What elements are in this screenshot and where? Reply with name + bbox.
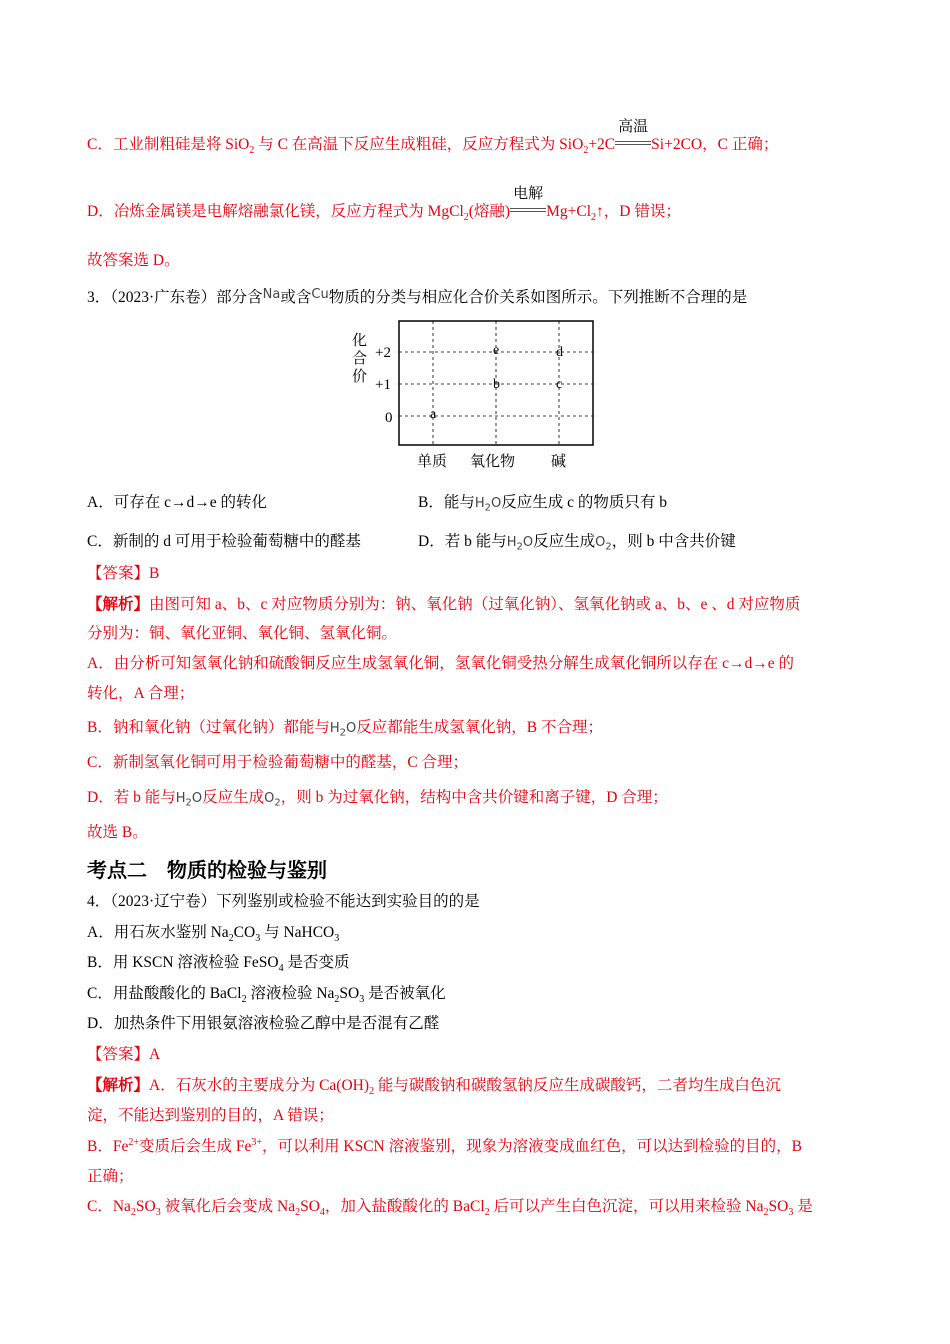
q3-explanation-b: B．钠和氧化钠（过氧化钠）都能与$H_2O$反应都能生成氢氧化钠，B 不合理；: [87, 719, 603, 739]
q4-explanation-a1: 【解析】A．石灰水的主要成分为 $Ca(OH)_2$ 能与碳酸钠和碳酸氢钠反应生成碳酸钙，二者均生成白色沉: [87, 1077, 781, 1098]
y-label-char: 价: [352, 369, 368, 385]
point-d: d: [556, 345, 563, 360]
q4-explanation-b2: 正确；: [87, 1168, 134, 1185]
y-tick-label: +2: [375, 345, 391, 361]
q4-option-c: C．用盐酸酸化的 BaCl$_2$ 溶液检验 $Na_2SO_3$ 是否被氧化: [87, 985, 446, 1006]
q4-answer: 【答案】A: [87, 1046, 161, 1063]
x-tick-label: 氧化物: [470, 454, 516, 470]
equals-condition: 电解: [510, 202, 546, 222]
q4-explanation-c1: C．$Na_2SO_3$ 被氧化后会变成 $Na_2SO_4$，加入盐酸酸化的 BaCl$_2$ 后可以产生白色沉淀，可以用来检验 $Na_2SO_3$ 是: [87, 1198, 813, 1219]
y-label-char: 合: [352, 351, 368, 367]
q4-explanation-a2: 淀，不能达到鉴别的目的，A 错误；: [87, 1107, 334, 1124]
q3-explanation-1: 【解析】由图可知 a、b、c 对应物质分别为：钠、氧化钠（过氧化钠）、氢氧化钠或 a、b、e 、d 对应物质: [87, 596, 801, 613]
y-label-char: 化: [352, 333, 368, 349]
q4-stem: 4．（2023·辽宁卷）下列鉴别或检验不能达到实验目的的是: [87, 893, 480, 910]
q3-explanation-d: D．若 b 能与$H_2O$反应生成$O_2$，则 b 为过氧化钠，结构中含共价键和离子键，D 合理；: [87, 789, 668, 809]
q3-option-c: C．新制的 d 可用于检验葡萄糖中的醛基: [87, 533, 361, 550]
q3-explanation-1b: 分别为：铜、氧化亚铜、氧化铜、氢氧化铜。: [87, 625, 398, 642]
q4-option-d: D．加热条件下用银氨溶液检验乙醇中是否混有乙醛: [87, 1015, 440, 1032]
y-tick-label: 0: [385, 410, 393, 426]
q3-final: 故选 B。: [87, 824, 148, 841]
point-a: a: [430, 407, 437, 422]
equals-condition: 高温: [615, 135, 651, 155]
x-tick-label: 单质: [417, 454, 448, 470]
q3-explanation-a2: 转化，A 合理；: [87, 685, 195, 702]
q3-explanation-c: C．新制氢氧化铜可用于检验葡萄糖中的醛基，C 合理；: [87, 754, 469, 771]
q3-explanation-a1: A．由分析可知氢氧化钠和硫酸铜反应生成氢氧化铜，氢氧化铜受热分解生成氧化铜所以存在 c→d→e 的: [87, 655, 794, 672]
q4-option-b: B．用 KSCN 溶液检验 FeSO$_4$ 是否变质: [87, 954, 350, 975]
q2-option-c: C．工业制粗硅是将 SiO$_2$ 与 C 在高温下反应生成粗硅，反应方程式为 SiO$_2$+2C 高温 Si+2CO，C 正确；: [87, 119, 779, 157]
section-title: 考点二 物质的检验与鉴别: [87, 858, 327, 882]
q4-option-a: A．用石灰水鉴别 $Na_2CO_3$ 与 NaHCO$_3$: [87, 924, 340, 945]
q4-explanation-b1: B．$Fe^{2+}$变质后会生成 $Fe^{3+}$，可以利用 KSCN 溶液鉴别，现象为溶液变成血红色，可以达到检验的目的，B: [87, 1136, 802, 1155]
point-c: c: [556, 377, 563, 392]
q3-option-a: A．可存在 c→d→e 的转化: [87, 494, 267, 511]
q2-final: 故答案选 D。: [87, 252, 180, 269]
q2-option-d: D．冶炼金属镁是电解熔融氯化镁，反应方程式为 MgCl$_2$(熔融) 电解 $Mg+Cl_2↑$，D 错误；: [87, 186, 681, 224]
point-b: b: [493, 377, 500, 392]
point-e: e: [493, 343, 500, 358]
q3-stem: 3．（2023·广东卷）部分含$^{Na}$或含$^{Cu}$物质的分类与相应化合价关系如图所示。下列推断不合理的是: [87, 287, 748, 306]
q3-answer: 【答案】B: [87, 565, 160, 582]
q3-option-b: B．能与$H_2O$反应生成 c 的物质只有 b: [418, 494, 667, 514]
x-tick-label: 碱: [551, 454, 567, 470]
q3-option-d: D．若 b 能与$H_2O$反应生成$O_2$，则 b 中含共价键: [418, 533, 736, 553]
y-tick-label: +1: [375, 377, 391, 393]
